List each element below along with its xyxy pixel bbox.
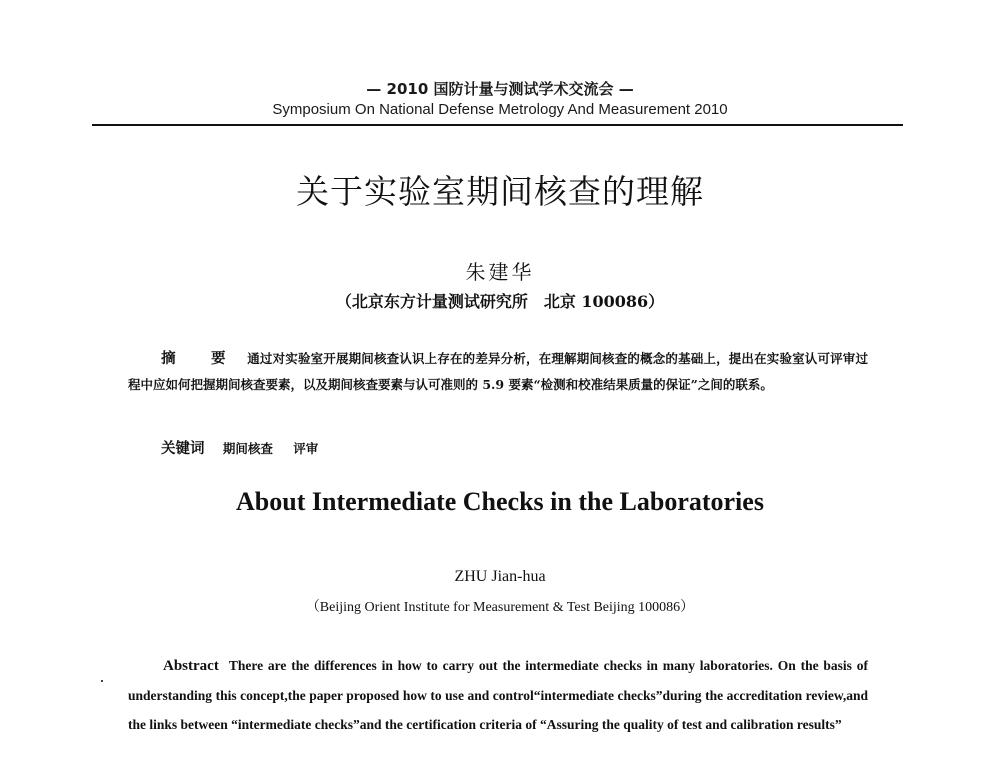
conference-header-en: Symposium On National Defense Metrology And Measurement 2010 bbox=[272, 101, 728, 118]
author-name-en: ZHU Jian-hua bbox=[454, 568, 546, 585]
affiliation-cn: （北京东方计量测试研究所 北京 100086） bbox=[335, 292, 665, 311]
header-divider bbox=[92, 124, 903, 126]
keywords-cn bbox=[161, 437, 334, 458]
abstract-label-cn: 摘 要 bbox=[161, 350, 241, 367]
scan-speck bbox=[101, 680, 103, 682]
abstract-text-en: There are the differences in how to carry out the intermediate checks in many laboratories. On the basis of understanding this concept,the paper proposed how to use and control“intermediate checks”during the accreditation review,and the links between “intermediate checks”and the certification criteria of “Assuring the quality of test and calibration results” bbox=[128, 658, 868, 732]
affiliation-en: （Beijing Orient Institute for Measurement & Test Beijing 100086） bbox=[305, 600, 695, 615]
abstract-cn bbox=[128, 346, 868, 398]
keyword-item: 期间核查 bbox=[222, 441, 273, 456]
keyword-item: 评审 bbox=[293, 441, 319, 456]
keywords-label-cn: 关键词 bbox=[161, 440, 205, 457]
paper-title-cn: 关于实验室期间核查的理解 bbox=[296, 172, 704, 211]
abstract-text-cn: 通过对实验室开展期间核查认识上存在的差异分析，在理解期间核查的概念的基础上，提出在实验室认可评审过程中应如何把握期间核查要素，以及期间核查要素与认可准则的 5.9 要素“检测和校准结果质量的保证”之间的联系。 bbox=[128, 351, 868, 392]
abstract-en bbox=[128, 651, 868, 739]
abstract-label-en: Abstract bbox=[163, 658, 219, 674]
author-name-cn: 朱建华 bbox=[465, 260, 535, 284]
paper-title-en: About Intermediate Checks in the Laboratories bbox=[236, 487, 764, 516]
conference-header-cn: — 2010 国防计量与测试学术交流会 — bbox=[366, 80, 634, 98]
